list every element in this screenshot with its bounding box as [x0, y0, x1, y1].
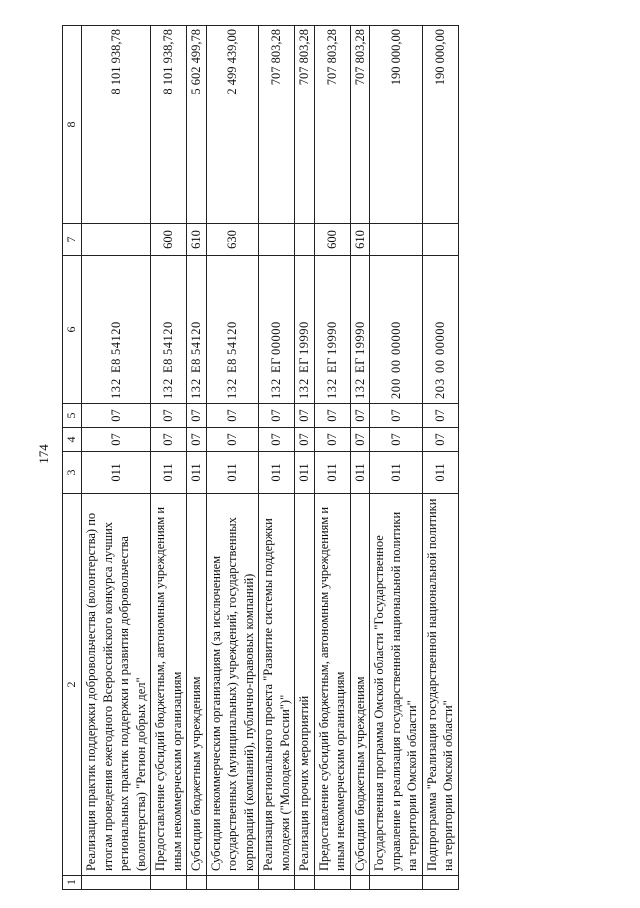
row-amount-cell: 2 499 439,00	[206, 26, 259, 224]
row-col-5-cell: 07	[82, 404, 151, 428]
code-part-3: Е8	[189, 358, 203, 373]
row-amount-cell: 5 602 499,78	[187, 26, 207, 224]
row-col-4-cell: 07	[82, 428, 151, 452]
row-col-4-cell: 07	[350, 428, 370, 452]
row-amount-cell: 707 803,28	[314, 26, 350, 224]
header-col-8: 8	[63, 26, 82, 224]
code-part-1: 13	[161, 385, 176, 399]
row-col-3-cell: 011	[151, 452, 187, 494]
row-name-cell: Субсидии некоммерческим организациям (за исключением государственных (муниципальных) учреждений, государственных корпораций (компаний), публично-правовых компаний)	[206, 494, 259, 876]
table-row	[259, 26, 295, 890]
code-part-4: 54120	[189, 321, 203, 355]
row-col-4-cell: 07	[295, 428, 315, 452]
row-name-cell: Реализация регионального проекта "Развитие системы поддержки молодежи ("Молодежь России")"	[259, 494, 295, 876]
code-part-4: 00000	[269, 321, 284, 355]
code-part-3: Е8	[108, 358, 123, 373]
row-name-cell: Предоставление субсидий бюджетным, автономным учреждениям и иным некоммерческим организациям	[314, 494, 350, 876]
header-col-6: 6	[63, 256, 82, 404]
code-part-4: 00000	[388, 321, 403, 355]
row-amount-cell: 190 000,00	[370, 26, 423, 224]
code-part-2: 0	[388, 378, 403, 385]
code-part-2: 2	[269, 378, 284, 385]
code-part-4: 54120	[225, 321, 239, 355]
row-col-7-cell: 600	[314, 224, 350, 256]
code-part-3: 00	[432, 359, 447, 373]
code-part-3: Е8	[225, 358, 239, 373]
budget-table	[62, 25, 459, 890]
row-col-5-cell: 07	[295, 404, 315, 428]
row-col-7-cell: 630	[206, 224, 259, 256]
row-col-1-cell	[295, 876, 315, 890]
code-part-3: ЕГ	[324, 357, 339, 373]
row-col-7-cell	[370, 224, 423, 256]
row-col-1-cell	[259, 876, 295, 890]
row-col-4-cell: 07	[259, 428, 295, 452]
code-part-4: 00000	[432, 321, 447, 355]
row-col-7-cell	[295, 224, 315, 256]
code-part-4: 19990	[352, 321, 367, 355]
row-amount-cell: 707 803,28	[259, 26, 295, 224]
code-part-1: 20	[388, 385, 403, 399]
header-col-1: 1	[63, 876, 82, 890]
row-col-5-cell: 07	[259, 404, 295, 428]
code-part-2: 2	[108, 378, 123, 385]
code-part-4: 19990	[297, 321, 311, 355]
row-col-5-cell: 07	[314, 404, 350, 428]
row-col-3-cell: 011	[82, 452, 151, 494]
table-row	[151, 26, 187, 890]
code-part-1: 13	[324, 385, 339, 399]
table-body	[82, 26, 459, 890]
table-rotator	[62, 26, 616, 890]
code-part-1: 13	[225, 385, 239, 399]
row-col-7-cell: 600	[151, 224, 187, 256]
row-name-cell: Реализация прочих мероприятий	[295, 494, 315, 876]
row-code-cell	[206, 256, 259, 404]
code-part-3: ЕГ	[297, 357, 311, 373]
row-col-3-cell: 011	[295, 452, 315, 494]
row-col-1-cell	[350, 876, 370, 890]
row-name-cell: Государственная программа Омской области "Государственное управление и реализация государственной национальной политики на территории Омской области"	[370, 494, 423, 876]
row-amount-cell: 190 000,00	[422, 26, 458, 224]
header-col-2: 2	[63, 494, 82, 876]
row-code-cell	[82, 256, 151, 404]
row-col-4-cell: 07	[422, 428, 458, 452]
code-part-1: 20	[432, 385, 447, 399]
row-col-3-cell: 011	[314, 452, 350, 494]
row-code-cell	[370, 256, 423, 404]
table-row	[187, 26, 207, 890]
code-part-1: 13	[297, 385, 311, 399]
row-col-5-cell: 07	[151, 404, 187, 428]
row-code-cell	[259, 256, 295, 404]
code-part-4: 54120	[108, 321, 123, 355]
row-amount-cell: 707 803,28	[295, 26, 315, 224]
row-col-5-cell: 07	[206, 404, 259, 428]
row-code-cell	[187, 256, 207, 404]
row-col-3-cell: 011	[187, 452, 207, 494]
table-row	[370, 26, 423, 890]
row-col-7-cell	[422, 224, 458, 256]
code-part-2: 2	[189, 378, 203, 385]
header-row	[63, 26, 82, 890]
table-row	[206, 26, 259, 890]
table-row	[314, 26, 350, 890]
row-amount-cell: 8 101 938,78	[82, 26, 151, 224]
row-name-cell: Реализация практик поддержки добровольчества (волонтерства) по итогам проведения ежегодного Всероссийского конкурса лучших региональных практик поддержки и развития добровольчества (волонтерства) "Регион добрых дел"	[82, 494, 151, 876]
row-code-cell	[350, 256, 370, 404]
code-part-1: 13	[352, 385, 367, 399]
row-col-5-cell: 07	[422, 404, 458, 428]
row-col-7-cell: 610	[187, 224, 207, 256]
header-col-4: 4	[63, 428, 82, 452]
code-part-4: 54120	[161, 321, 176, 355]
row-col-5-cell: 07	[187, 404, 207, 428]
page-number: 174	[36, 444, 51, 464]
row-code-cell	[422, 256, 458, 404]
row-col-3-cell: 011	[370, 452, 423, 494]
header-col-5: 5	[63, 404, 82, 428]
row-col-3-cell: 011	[259, 452, 295, 494]
code-part-2: 2	[352, 378, 367, 385]
row-name-cell: Подпрограмма "Реализация государственной национальной политики на территории Омской области"	[422, 494, 458, 876]
code-part-2: 2	[297, 378, 311, 385]
row-name-cell: Предоставление субсидий бюджетным, автономным учреждениям и иным некоммерческим организациям	[151, 494, 187, 876]
row-name-cell: Субсидии бюджетным учреждениям	[350, 494, 370, 876]
row-col-4-cell: 07	[187, 428, 207, 452]
rotated-table-area	[62, 26, 616, 890]
row-col-1-cell	[314, 876, 350, 890]
code-part-2: 2	[225, 378, 239, 385]
table-row	[422, 26, 458, 890]
row-name-cell: Субсидии бюджетным учреждениям	[187, 494, 207, 876]
code-part-1: 13	[108, 385, 123, 399]
row-col-5-cell: 07	[350, 404, 370, 428]
row-col-7-cell: 610	[350, 224, 370, 256]
row-amount-cell: 707 803,28	[350, 26, 370, 224]
row-col-4-cell: 07	[206, 428, 259, 452]
row-code-cell	[151, 256, 187, 404]
table-row	[350, 26, 370, 890]
header-col-7: 7	[63, 224, 82, 256]
row-col-1-cell	[151, 876, 187, 890]
code-part-2: 2	[324, 378, 339, 385]
row-code-cell	[314, 256, 350, 404]
row-col-1-cell	[187, 876, 207, 890]
row-col-1-cell	[422, 876, 458, 890]
table-row	[82, 26, 151, 890]
row-code-cell	[295, 256, 315, 404]
row-col-1-cell	[82, 876, 151, 890]
row-col-1-cell	[370, 876, 423, 890]
row-col-4-cell: 07	[314, 428, 350, 452]
row-col-5-cell: 07	[370, 404, 423, 428]
code-part-1: 13	[269, 385, 284, 399]
header-col-3: 3	[63, 452, 82, 494]
row-amount-cell: 8 101 938,78	[151, 26, 187, 224]
row-col-1-cell	[206, 876, 259, 890]
code-part-3: 00	[388, 359, 403, 373]
row-col-3-cell: 011	[206, 452, 259, 494]
code-part-1: 13	[189, 385, 203, 399]
table-row	[295, 26, 315, 890]
row-col-4-cell: 07	[151, 428, 187, 452]
code-part-3: ЕГ	[269, 357, 284, 373]
code-part-2: 2	[161, 378, 176, 385]
row-col-3-cell: 011	[350, 452, 370, 494]
row-col-3-cell: 011	[422, 452, 458, 494]
code-part-3: ЕГ	[352, 357, 367, 373]
row-col-7-cell	[82, 224, 151, 256]
code-part-2: 3	[432, 378, 447, 385]
code-part-4: 19990	[324, 321, 339, 355]
row-col-7-cell	[259, 224, 295, 256]
code-part-3: Е8	[161, 358, 176, 373]
row-col-4-cell: 07	[370, 428, 423, 452]
